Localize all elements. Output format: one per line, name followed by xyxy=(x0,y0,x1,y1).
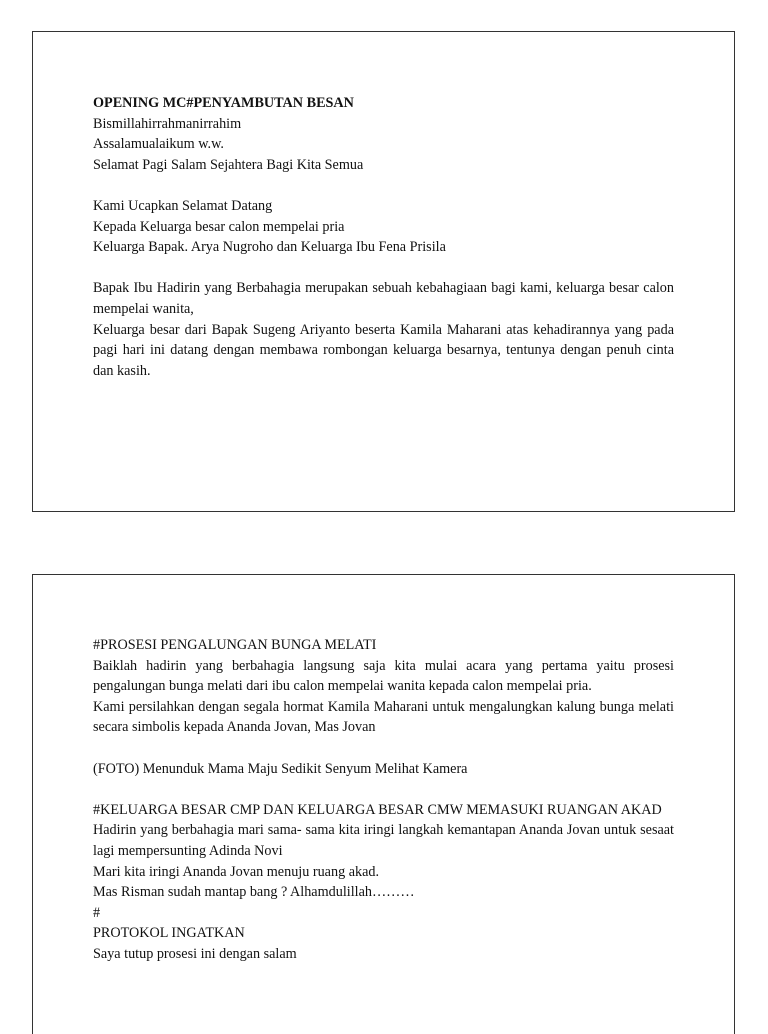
photo-note: (FOTO) Menunduk Mama Maju Sedikit Senyum Melihat Kamera xyxy=(93,760,468,777)
body-paragraph: Hadirin yang berbahagia mari sama- sama kita iringi langkah kemantapan Ananda Jovan untuk sesaat lagi mempersunting Adinda Novi xyxy=(93,822,674,859)
body-paragraph: Bapak Ibu Hadirin yang Berbahagia merupakan sebuah kebahagiaan bagi kami, keluarga besar calon mempelai wanita, xyxy=(93,280,674,317)
document-page-1 xyxy=(32,31,735,512)
section-heading: #KELUARGA BESAR CMP DAN KELUARGA BESAR CMW MEMASUKI RUANGAN AKAD xyxy=(93,801,662,818)
opening-line: Selamat Pagi Salam Sejahtera Bagi Kita Semua xyxy=(93,156,364,173)
opening-line: Bismillahirrahmanirrahim xyxy=(93,115,242,132)
body-paragraph: Baiklah hadirin yang berbahagia langsung saja kita mulai acara yang pertama yaitu prosesi pengalungan bunga melati dari ibu calon mempelai wanita kepada calon mempelai pria. xyxy=(93,657,674,695)
opening-line: Assalamualaikum w.w. xyxy=(93,136,224,153)
paragraph-gap xyxy=(93,175,674,196)
protocol-line: PROTOKOL INGATKAN xyxy=(93,925,245,942)
welcome-line: Kepada Keluarga besar calon mempelai pria xyxy=(93,218,345,235)
body-paragraph: Kami persilahkan dengan segala hormat Kamila Maharani untuk mengalungkan kalung bunga melati secara simbolis kepada Ananda Jovan, Mas Jovan xyxy=(93,698,674,736)
welcome-line: Kami Ucapkan Selamat Datang xyxy=(93,197,273,214)
page-2-content xyxy=(93,635,674,965)
body-line: Mari kita iringi Ananda Jovan menuju ruang akad. xyxy=(93,863,380,880)
closing-line: Saya tutup prosesi ini dengan salam xyxy=(93,945,297,962)
paragraph-gap xyxy=(93,258,674,279)
page-title: OPENING MC#PENYAMBUTAN BESAN xyxy=(93,95,354,111)
welcome-line: Keluarga Bapak. Arya Nugroho dan Keluarga Ibu Fena Prisila xyxy=(93,239,446,256)
body-line: Mas Risman sudah mantap bang ? Alhamdulillah……… xyxy=(93,884,415,901)
paragraph-gap xyxy=(93,738,674,759)
document-page-2 xyxy=(32,574,735,1034)
paragraph-gap xyxy=(93,779,674,800)
page-1-content xyxy=(93,93,674,381)
hash-line: # xyxy=(93,904,101,921)
body-paragraph: Keluarga besar dari Bapak Sugeng Ariyanto beserta Kamila Maharani atas kehadirannya yang pada pagi hari ini datang dengan membawa rombongan keluarga besarnya, tentunya dengan penuh cinta dan kasih. xyxy=(93,321,674,379)
section-heading: #PROSESI PENGALUNGAN BUNGA MELATI xyxy=(93,637,377,653)
